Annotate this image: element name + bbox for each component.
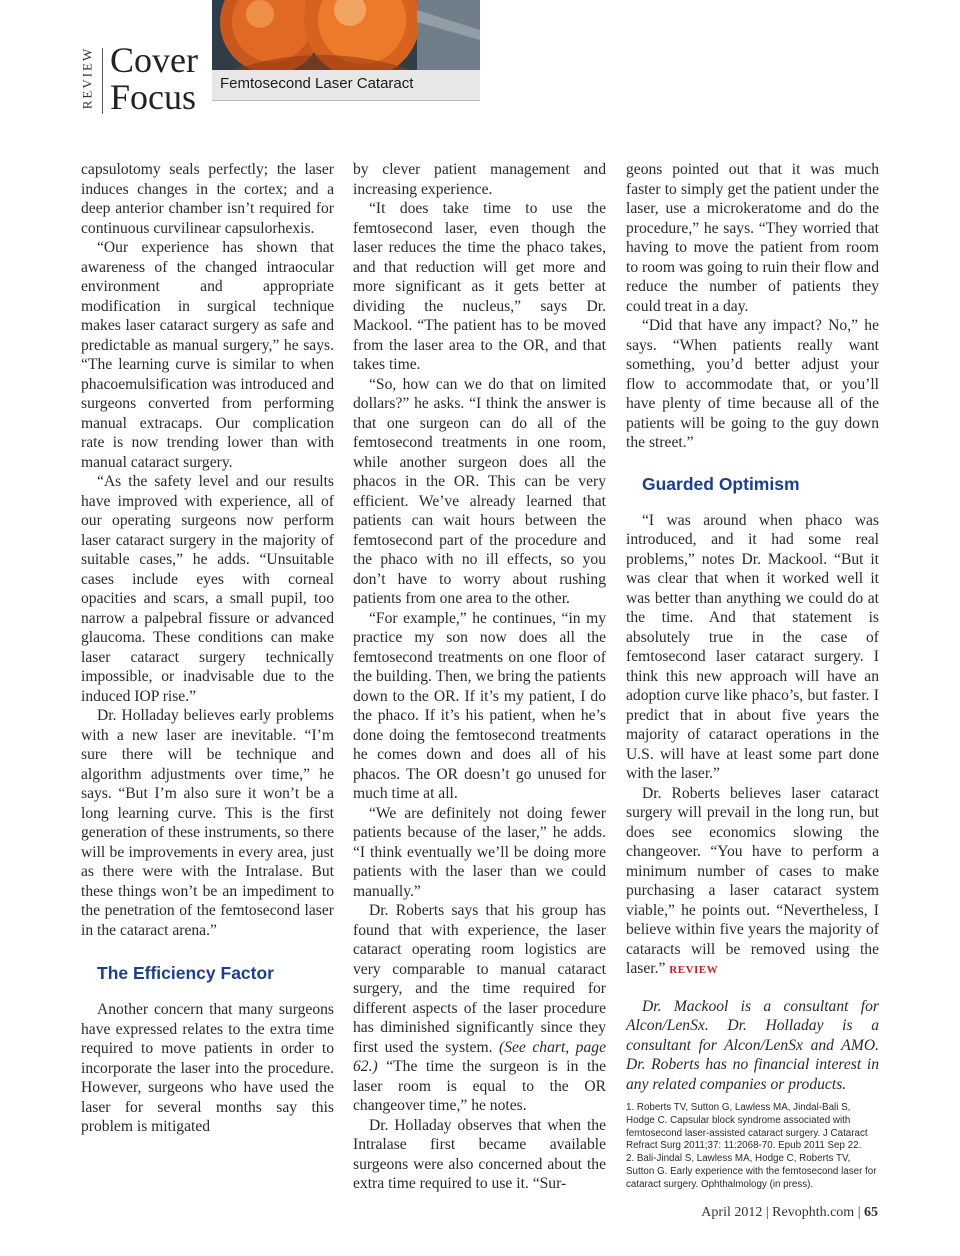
header-subtitle-bar — [212, 70, 480, 101]
reference-item: 1. Roberts TV, Sutton G, Lawless MA, Jindal-Bali S, Hodge C. Capsular block syndrome associated with femtosecond laser-assisted cataract surgery. J Cataract Refract Surg 2011;37: 11:2068-70. Epub 2011 Sep 22. — [626, 1102, 868, 1152]
disclosure: Dr. Mackool is a consultant for Alcon/LenSx. Dr. Holladay is a consultant for Alcon/LenSx and AMO. Dr. Roberts has no financial interest in any related companies or products. — [626, 997, 879, 1093]
paragraph: “We are definitely not doing fewer patients because of the laser,” he adds. “I think eventually we’ll be doing more patients with the laser than we could manually.” — [353, 804, 606, 900]
page-number: 65 — [864, 1205, 878, 1220]
paragraph: geons pointed out that it was much faster to simply get the patient under the laser, use a microkeratome and do the procedure,” he says. “They worried that having to move the patient from room to room was going to ruin their flow and reduce the number of patients they could treat in a day. — [626, 161, 879, 315]
paragraph: “As the safety level and our results have improved with experience, all of our operating surgeons now perform laser cataract surgery in the majority of suitable cases,” he adds. “Unsuitable cases include eyes with corneal opacities and scars, a small pupil, too narrow a palpebral fissure or advanced glaucoma. These conditions can make laser cataract surgery technically impossible, or inadvisable due to the induced IOP rise.” — [81, 473, 334, 705]
chart-reference: (See chart, page 62.) — [353, 1038, 606, 1075]
paragraph: Dr. Holladay believes early problems with a new laser are inevitable. “I’m sure there will be technique and algorithm adjustments over time,” he says. “But I’m also sure it won’t be a long learning curve. This is the first generation of these instruments, so there will be improvements in every area, just as there were with the Intralase. But these things won’t be an impediment to the penetration of the femtosecond laser in the cataract arena.” — [81, 707, 334, 939]
paragraph: “It does take time to use the femtosecond laser, even though the laser reduces the time the phaco takes, and that reduction will get more and more significant as it gets better at dividing the nucleus,” says Dr. Mackool. “The patient has to be moved from the laser area to the OR, and that takes time. — [353, 200, 606, 373]
text-run: “The time the surgeon is in the laser room is equal to the OR changeover time,” he notes. — [353, 1058, 606, 1114]
reference-item: 2. Bali-Jindal S, Lawless MA, Hodge C, Roberts TV, Sutton G. Early experience with the femtosecond laser for cataract surgery. Ophthalmology (in press). — [626, 1153, 877, 1190]
column-1 — [81, 160, 334, 1137]
header-subtitle: Femtosecond Laser Cataract — [220, 75, 414, 92]
text-run: Dr. Roberts says that his group has found that with experience, the laser cataract operating room logistics are very comparable to manual cataract surgery, and the time required for different aspects of the laser procedure has diminished significantly since they first used the system. — [353, 902, 606, 1056]
paragraph: “Did that have any impact? No,” he says. “When patients really want something, you’d better adjust your flow to accommodate that, or you’ll have plenty of time because all of the patients will be going to the guy down the street.” — [626, 317, 879, 451]
paragraph: Dr. Holladay observes that when the Intralase first became available surgeons were also concerned about the extra time required to use it. “Sur- — [353, 1116, 606, 1192]
review-label: REVIEW — [79, 46, 95, 110]
paragraph: capsulotomy seals perfectly; the laser induces changes in the cortex; and a deep anterior chamber isn’t required for continuous curvilinear capsulorhexis. — [81, 161, 334, 237]
column-2 — [353, 160, 606, 1194]
column-3 — [626, 160, 879, 1192]
header-eye-image — [212, 0, 480, 70]
focus-word: Focus — [110, 77, 197, 117]
paragraph — [353, 901, 606, 1116]
footer-text: April 2012 | Revophth.com | — [701, 1205, 864, 1220]
review-vertical-label — [78, 46, 100, 116]
paragraph: “I was around when phaco was introduced, and it had some real problems,” notes Dr. Mackool. “But it was clear that when it worked well it was better than anything we could do at the time. And that statement is absolutely true in the case of femtosecond laser cataract surgery. I think this new approach will have an adoption curve like phaco’s, but faster. I predict that in about five years the majority of cataract operations in the U.S. will have at least some part done with the laser.” — [626, 511, 879, 782]
page-header — [78, 0, 418, 120]
section-heading-guarded-optimism: Guarded Optimism — [642, 473, 800, 494]
section-heading-efficiency-factor: The Efficiency Factor — [97, 963, 274, 983]
text-run: Dr. Roberts believes laser cataract surgery will prevail in the long run, but does see economics slowing the changeover. “You have to perform a minimum number of cases to make purchasing a laser cataract system viable,” he points out. “Nevertheless, I believe within five years the majority of cataracts will be removed using the laser.” — [626, 784, 879, 977]
paragraph: “Our experience has shown that awareness of the changed intraocular environment and appropriate modification in surgical technique makes laser cataract surgery as safe and predictable as manual surgery,” he says. “The learning curve is similar to when phacoemulsification was introduced and surgeons converted from performing manual extracaps. Our complication rate is now trending lower than with manual cataract surgery. — [81, 239, 334, 471]
paragraph: “So, how can we do that on limited dollars?” he asks. “I think the answer is that one surgeon can do all of the femtosecond treatments in one room, while another surgeon does all the phacos in the OR. This can be very efficient. We’ve already learned that patients can wait hours between the femtosecond part of the procedure and the phaco with no ill effects, so you don’t have to worry about rushing patients from one area to the other. — [353, 375, 606, 607]
page-footer — [701, 1205, 878, 1221]
review-end-mark: REVIEW — [669, 964, 719, 976]
cover-word: Cover — [110, 40, 198, 80]
paragraph: “For example,” he continues, “in my practice my son now does all the femtosecond treatments on one floor of the building. Then, we bring the patients down to the OR. If it’s my patient, I do the phaco. If it’s his patient, when he’s done doing the femtosecond treatments he comes down and does all of his phacos. The OR doesn’t go unused for much time at all. — [353, 609, 606, 802]
paragraph: Another concern that many surgeons have expressed relates to the extra time required to move patients in order to incorporate the laser into the procedure. However, surgeons who have used the laser for several months say this problem is mitigated — [81, 1001, 334, 1135]
paragraph: by clever patient management and increasing experience. — [353, 161, 606, 198]
references — [626, 1102, 879, 1192]
header-divider — [102, 48, 103, 114]
paragraph — [626, 784, 879, 981]
